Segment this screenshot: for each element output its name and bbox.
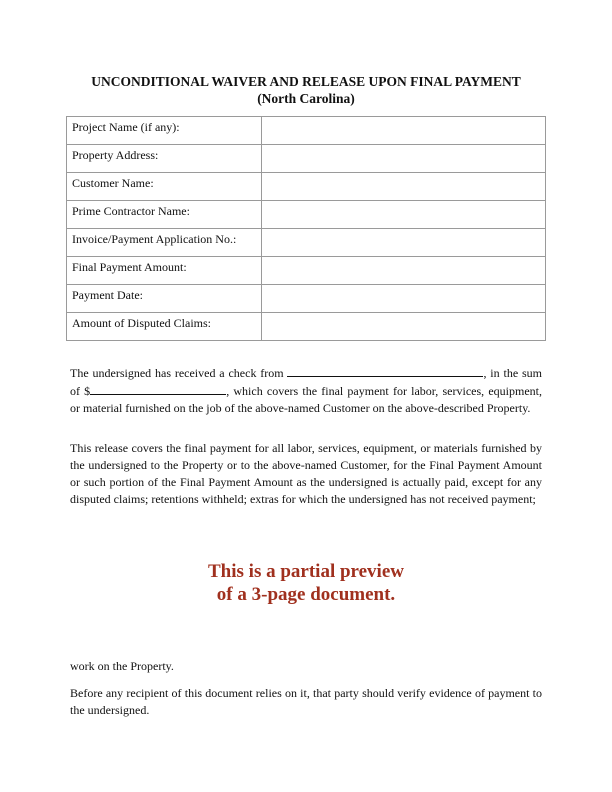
field-label: Project Name (if any): [67,117,262,145]
amount-blank[interactable] [90,382,226,395]
field-value-disputed-claims[interactable] [262,313,546,341]
verification-paragraph: Before any recipient of this document relies on it, that party should verify evidence of payment to the undersigned. [70,686,542,717]
field-value-customer-name[interactable] [262,173,546,201]
para-text: , which covers the final payment for labor, services, equipment, or material furnished on the job of the above-named Customer on the above-described Property. [70,384,542,415]
field-value-prime-contractor[interactable] [262,201,546,229]
para-text: , in the sum of $ [70,366,542,398]
field-label: Customer Name: [67,173,262,201]
field-label: Property Address: [67,145,262,173]
field-label: Prime Contractor Name: [67,201,262,229]
table-row [67,229,546,257]
field-label: Payment Date: [67,285,262,313]
field-value-project-name[interactable] [262,117,546,145]
table-row [67,173,546,201]
table-row [67,201,546,229]
field-value-final-payment-amount[interactable] [262,257,546,285]
paragraph-fragment: work on the Property. [70,659,174,673]
field-value-invoice-no[interactable] [262,229,546,257]
info-table [66,116,546,341]
table-row [67,313,546,341]
field-label: Final Payment Amount: [67,257,262,285]
document-title: UNCONDITIONAL WAIVER AND RELEASE UPON FINAL PAYMENT [91,74,521,89]
para-text: The undersigned has received a check from [70,366,284,380]
table-row [67,285,546,313]
table-row [67,117,546,145]
field-label: Invoice/Payment Application No.: [67,229,262,257]
payer-blank[interactable] [287,364,483,377]
field-value-property-address[interactable] [262,145,546,173]
field-label: Amount of Disputed Claims: [67,313,262,341]
preview-notice [0,560,612,606]
receipt-paragraph [70,364,542,417]
table-row [67,145,546,173]
table-row [67,257,546,285]
release-paragraph: This release covers the final payment for all labor, services, equipment, or materials furnished by the undersigned to the Property or to the above-named Customer, for the Final Payment Amount or such portion of the Final Payment Amount as the undersigned is actually paid, except for any disputed claims; retentions withheld; extras for which the undersigned has not received payment; [70,441,542,506]
preview-line: of a 3-page document. [216,584,396,605]
preview-line: This is a partial preview [208,561,404,582]
document-subtitle: (North Carolina) [257,91,355,106]
field-value-payment-date[interactable] [262,285,546,313]
